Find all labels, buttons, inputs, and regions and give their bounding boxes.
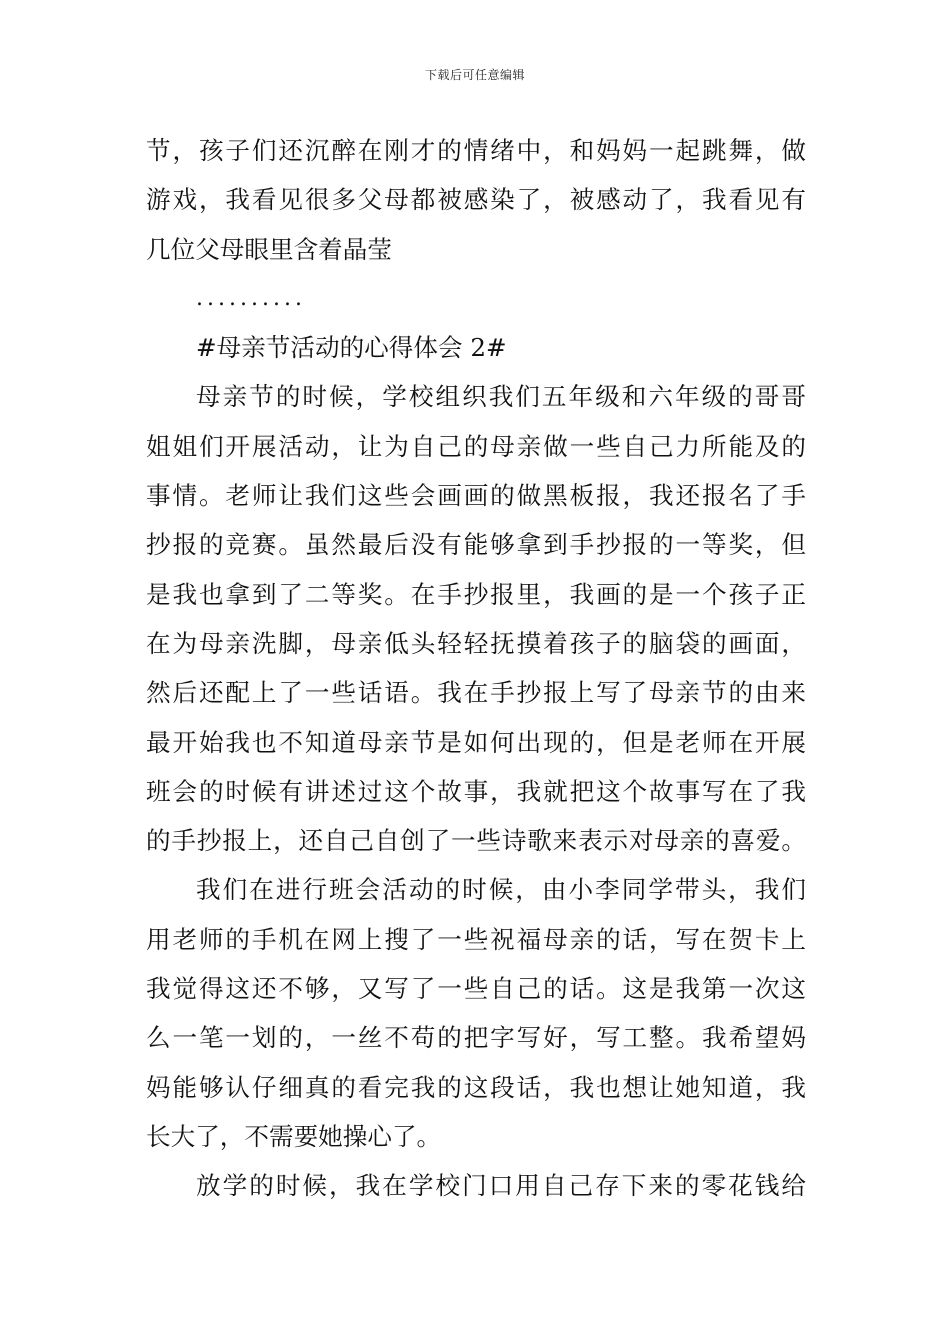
text-line: 几位父母眼里含着晶莹: [146, 234, 392, 264]
text-line: 妈能够认仔细真的看完我的这段话，我也想让她知道，我: [146, 1072, 806, 1102]
text-line: 么一笔一划的，一丝不苟的把字写好，写工整。我希望妈: [146, 1023, 806, 1053]
text-line: 班会的时候有讲述过这个故事，我就把这个故事写在了我: [146, 776, 806, 806]
text-line: 抄报的竞赛。虽然最后没有能够拿到手抄报的一等奖，但: [146, 530, 806, 560]
text-line: 长大了，不需要她操心了。: [146, 1121, 442, 1151]
paragraph-first-line: 放学的时候，我在学校门口用自己存下来的零花钱给: [196, 1171, 806, 1201]
text-line: 在为母亲洗脚，母亲低头轻轻抚摸着孩子的脑袋的画面，: [146, 628, 806, 658]
page-header: 下载后可任意编辑: [424, 68, 525, 82]
text-line: 最开始我也不知道母亲节是如何出现的，但是老师在开展: [146, 727, 806, 757]
text-line: 用老师的手机在网上搜了一些祝福母亲的话，写在贺卡上: [146, 924, 806, 954]
text-line: 姐姐们开展活动，让为自己的母亲做一些自己力所能及的: [146, 431, 806, 461]
text-line: 我觉得这还不够，又写了一些自己的话。这是我第一次这: [146, 974, 806, 1004]
text-line: 事情。老师让我们这些会画画的做黑板报，我还报名了手: [146, 481, 806, 511]
text-line: 游戏，我看见很多父母都被感染了，被感动了，我看见有: [146, 185, 806, 215]
ellipsis-line: ..........: [196, 285, 306, 311]
section-heading: #母亲节活动的心得体会 2#: [196, 333, 507, 363]
paragraph-first-line: 我们在进行班会活动的时候，由小李同学带头，我们: [196, 875, 806, 905]
document-body: [146, 126, 806, 1211]
paragraph-first-line: 母亲节的时候，学校组织我们五年级和六年级的哥哥: [196, 382, 806, 412]
text-line: 的手抄报上，还自己自创了一些诗歌来表示对母亲的喜爱。: [146, 826, 806, 856]
text-line: 然后还配上了一些话语。我在手抄报上写了母亲节的由来: [146, 678, 806, 708]
text-line: 节，孩子们还沉醉在刚才的情绪中，和妈妈一起跳舞，做: [146, 136, 806, 165]
text-line: 是我也拿到了二等奖。在手抄报里，我画的是一个孩子正: [146, 579, 806, 609]
